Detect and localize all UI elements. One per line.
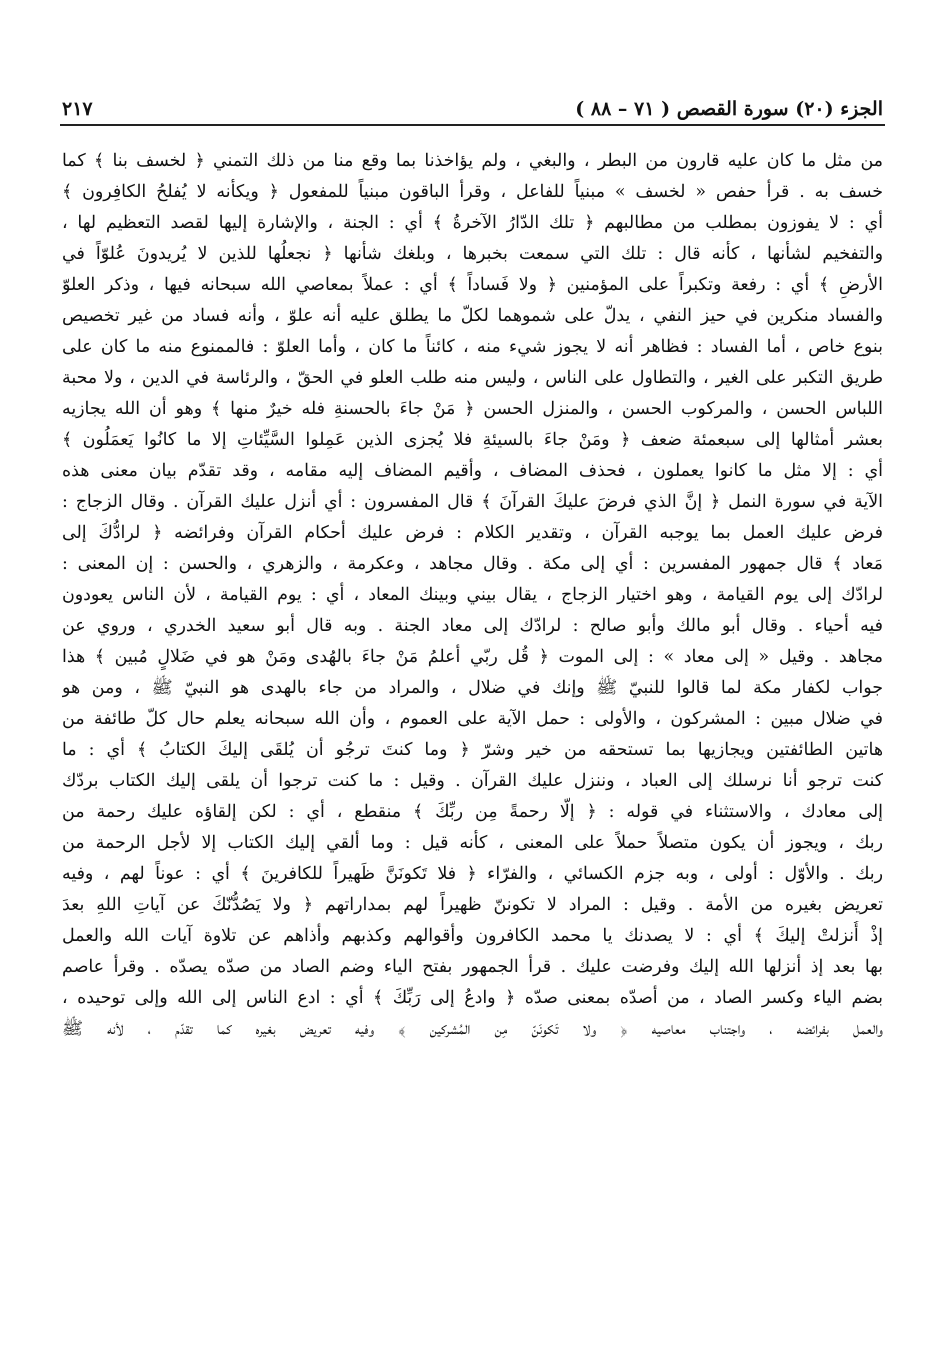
text-line: بعشر أمثالها إلى سبعمئة ضعف ﴿ ومَنْ جاءَ بالسيئةِ فلا يُجزى الذين عَمِلوا السَّيِّئاتِ إلا ما كانُوا يَعمَلُون ﴾ [62,430,883,450]
text-line: أي : إلا مثل ما كانوا يعملون ، فحذف المضاف ، وأقيم المضاف إليه مقامه ، وقد تقدّم بيان معنى هذه [62,461,883,481]
running-header [62,88,883,120]
text-line: الأرضِ ﴾ أي : رفعة وتكبراً على المؤمنين ﴿ ولا فَساداً ﴾ أي : عملاً بمعاصي الله سبحانه فيها ، وذكر العلوّ [62,275,883,295]
text-line: بضم الياء وكسر الصاد ، من أصدّه بمعنى صدّه ﴿ وادعُ إلى رَبِّكَ ﴾ أي : ادع الناس إلى الله وإلى توحيده ، [62,988,883,1008]
text-line: فيه أحياء . وقال أبو مالك وأبو صالح : لرادّك إلى معاد الجنة . وبه قال أبو سعيد الخدري ، وروي عن [62,616,883,636]
text-line: من مثل ما كان عليه قارون من البطر ، والبغي ، ولم يؤاخذنا بما وقع منا من ذلك التمني ﴿ لخسف بنا ﴾ كما [62,151,883,171]
text-line: والفساد منكرين في حيز النفي ، يدلّ على شموهما لكلّ ما يطلق عليه أنه علوّ ، وأنه فساد من غير تخصيص [62,306,883,326]
text-line: والتفخيم لشأنها ، كأنه قال : تلك التي سمعت بخبرها ، وبلغك شأنها ﴿ نجعلُها للذين لا يُريدونَ عُلوّاً في [62,244,883,264]
text-line: تعريض بغيره من الأمة . وقيل : المراد لا تكوننّ ظهيراً لهم بمداراتهم ﴿ ولا يَصُدُّنّكَ عن آياتِ اللهِ بعدَ [62,895,883,915]
text-line: فرض عليك العمل بما يوجبه القرآن ، وتقدير الكلام : فرض عليك أحكام القرآن وفرائضه ﴿ لرادُّكَ إلى [62,523,883,543]
page-number: ٢١٧ [62,98,93,120]
text-line: طريق التكبر على الغير ، والتطاول على الناس ، وليس منه طلب العلو في الحقّ ، والرئاسة في الدين ، ولا محبة [62,368,883,388]
header-title: الجزء (٢٠) سورة القصص ( ٧١ – ٨٨ ) [575,98,883,120]
text-line: إلى معادك ، والاستثناء في قوله : ﴿ إلّا رحمةً مِن ربِّكَ ﴾ منقطع ، أي : لكن إلقاؤه عليك رحمة من [62,802,883,822]
text-line: أي : لا يفوزون بمطلب من مطالبهم ﴿ تلك الدّارُ الآخرةُ ﴾ أي : الجنة ، والإشارة إليها لقصد التعظيم لها ، [62,213,883,233]
text-line: إذْ أُنزلتْ إليكَ ﴾ أي : لا يصدنك يا محمد الكافرون وأقوالهم وكذبهم وأذاهم عن تلاوة آيات الله والعمل [62,926,883,946]
text-line: الآية في سورة النمل ﴿ إنَّ الذي فرضَ عليكَ القرآنَ ﴾ قال المفسرون : أي أنزل عليك القرآن . وقال الزجاج : [62,492,883,512]
text-line: مَعاد ﴾ قال جمهور المفسرين : أي إلى مكة . وقال مجاهد ، وعكرمة ، والزهري ، والحسن : إن المعنى : [62,554,883,574]
text-line: كنت ترجو أنا نرسلك إلى العباد ، وننزل عليك القرآن . وقيل : ما كنت ترجوا أن يلقى إليك الكتاب بردّك [62,771,883,791]
text-line: بنوع خاص ، أما الفساد : فظاهر أنه لا يجوز شيء منه ، كائناً ما كان ، وأما العلوّ : فالممنوع منه ما كان على [62,337,883,357]
text-line: بها بعد إذ أنزلها الله إليك وفرضت عليك . قرأ الجمهور بفتح الياء وضم الصاد من صدّه يصدّه . وقرأ عاصم [62,957,883,977]
text-line: لرادّك إلى يوم القيامة ، وهو اختيار الزجاج ، يقال بيني وبينك المعاد ، أي : يوم القيامة ، لأن الناس يعودون [62,585,883,605]
text-line: خسف به . قرأ حفص « لخسف » مبنياً للفاعل ، وقرأ الباقون مبنياً للمفعول ﴿ ويكأنه لا يُفلحُ الكافِرون ﴾ [62,182,883,202]
text-line: جواب لكفار مكة لما قالوا للنبيّ ﷺ وإنك في ضلال ، والمراد من جاء بالهدى هو النبيّ ﷺ ، ومن هو [62,678,883,698]
header-divider [60,124,885,126]
text-line: مجاهد . وقيل « إلى معاد » : إلى الموت ﴿ قُل ربّي أعلمُ مَنْ جاءَ بالهُدى ومَنْ هو في ضَلالٍ مُبين ﴾ هذا [62,647,883,667]
body-text [62,146,883,1282]
text-line: اللباس الحسن ، والمركوب الحسن ، والمنزل الحسن ﴿ مَنْ جاءَ بالحسنةِ فله خيرٌ منها ﴾ وهو أن الله يجازيه [62,399,883,419]
text-line: في ضلال مبين : المشركون ، والأولى : حمل الآية على العموم ، وأن الله سبحانه يعلم حال كلّ طائفة من [62,709,883,729]
text-line: هاتين الطائفتين ويجازيها بما تستحقه من خير وشرّ ﴿ وما كنتَ ترجُو أن يُلقَى إليكَ الكتابُ ﴾ أي : ما [62,740,883,760]
text-line: والعمل بفرائضه ، واجتناب معاصيه ﴿ ولا تَكونَنّ مِن المُشركين ﴾ وفيه تعريض بغيره كما تقدّم ، لأنه ﷺ [62,1019,883,1039]
text-line: ربك ، ويجوز أن يكون متصلاً حملاً على المعنى ، كأنه قيل : وما ألقي إليك الكتاب إلا لأجل الرحمة من [62,833,883,853]
text-line: ربك . والأوّل : أولى ، وبه جزم الكسائي ، والفرّاء ﴿ فلا تَكونَنَّ ظَهيراً للكافرينَ ﴾ أي : عوناً لهم ، وفيه [62,864,883,884]
